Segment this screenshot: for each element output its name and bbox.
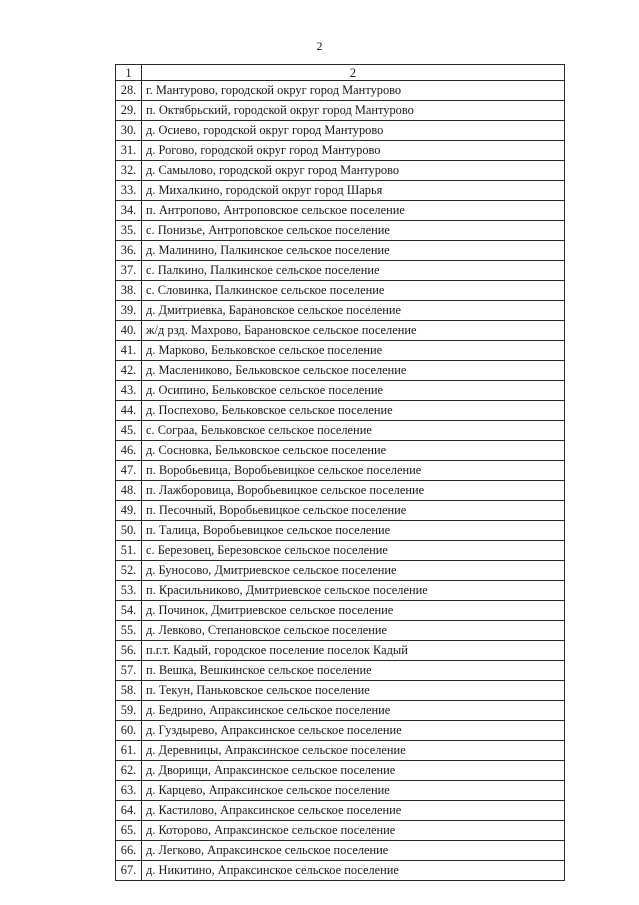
row-number: 37. xyxy=(116,261,142,281)
settlement-name: п. Октябрьский, городской округ город Мантурово xyxy=(142,101,565,121)
settlement-name: с. Сограа, Бельковское сельское поселение xyxy=(142,421,565,441)
row-number: 51. xyxy=(116,541,142,561)
row-number: 60. xyxy=(116,721,142,741)
row-number: 62. xyxy=(116,761,142,781)
settlement-name: д. Карцево, Апраксинское сельское поселение xyxy=(142,781,565,801)
table-row xyxy=(116,601,565,621)
row-number: 30. xyxy=(116,121,142,141)
table-row xyxy=(116,101,565,121)
table-row xyxy=(116,401,565,421)
row-number: 47. xyxy=(116,461,142,481)
settlement-name: п.г.т. Кадый, городское поселение поселок Кадый xyxy=(142,641,565,661)
row-number: 28. xyxy=(116,81,142,101)
table-row xyxy=(116,461,565,481)
settlement-name: с. Словинка, Палкинское сельское поселение xyxy=(142,281,565,301)
table-row xyxy=(116,221,565,241)
row-number: 35. xyxy=(116,221,142,241)
row-number: 66. xyxy=(116,841,142,861)
table-row xyxy=(116,281,565,301)
settlement-name: д. Которово, Апраксинское сельское поселение xyxy=(142,821,565,841)
settlement-name: д. Деревницы, Апраксинское сельское поселение xyxy=(142,741,565,761)
table-row xyxy=(116,261,565,281)
settlement-name: д. Дмитриевка, Барановское сельское поселение xyxy=(142,301,565,321)
table-row xyxy=(116,201,565,221)
row-number: 38. xyxy=(116,281,142,301)
table-row xyxy=(116,501,565,521)
table-row xyxy=(116,181,565,201)
row-number: 29. xyxy=(116,101,142,121)
table-row xyxy=(116,781,565,801)
settlement-name: п. Воробьевица, Воробьевицкое сельское поселение xyxy=(142,461,565,481)
table-row xyxy=(116,421,565,441)
row-number: 34. xyxy=(116,201,142,221)
settlement-name: п. Красильниково, Дмитриевское сельское поселение xyxy=(142,581,565,601)
table-row xyxy=(116,301,565,321)
settlement-name: д. Гуздырево, Апраксинское сельское поселение xyxy=(142,721,565,741)
row-number: 63. xyxy=(116,781,142,801)
settlement-name: д. Михалкино, городской округ город Шарья xyxy=(142,181,565,201)
settlement-name: п. Антропово, Антроповское сельское поселение xyxy=(142,201,565,221)
table-row xyxy=(116,341,565,361)
row-number: 41. xyxy=(116,341,142,361)
table-row xyxy=(116,821,565,841)
settlement-name: д. Починок, Дмитриевское сельское поселение xyxy=(142,601,565,621)
row-number: 54. xyxy=(116,601,142,621)
row-number: 52. xyxy=(116,561,142,581)
settlement-name: д. Сосновка, Бельковское сельское поселение xyxy=(142,441,565,461)
settlement-name: д. Буносово, Дмитриевское сельское поселение xyxy=(142,561,565,581)
settlement-name: д. Поспехово, Бельковское сельское поселение xyxy=(142,401,565,421)
column-header-2: 2 xyxy=(142,65,565,81)
column-header-1: 1 xyxy=(116,65,142,81)
settlement-name: д. Маслениково, Бельковское сельское поселение xyxy=(142,361,565,381)
settlement-name: п. Текун, Паньковское сельское поселение xyxy=(142,681,565,701)
row-number: 44. xyxy=(116,401,142,421)
settlement-name: д. Легково, Апраксинское сельское поселение xyxy=(142,841,565,861)
row-number: 43. xyxy=(116,381,142,401)
table-row xyxy=(116,441,565,461)
table-row xyxy=(116,761,565,781)
table-row xyxy=(116,521,565,541)
table-row xyxy=(116,361,565,381)
table-body xyxy=(116,65,565,881)
settlement-name: ж/д рзд. Махрово, Барановское сельское поселение xyxy=(142,321,565,341)
row-number: 65. xyxy=(116,821,142,841)
settlement-name: с. Понизье, Антроповское сельское поселение xyxy=(142,221,565,241)
row-number: 31. xyxy=(116,141,142,161)
row-number: 32. xyxy=(116,161,142,181)
settlement-name: г. Мантурово, городской округ город Мантурово xyxy=(142,81,565,101)
table-row xyxy=(116,721,565,741)
settlement-name: п. Талица, Воробьевицкое сельское поселение xyxy=(142,521,565,541)
page-number: 2 xyxy=(316,39,323,53)
settlement-name: д. Кастилово, Апраксинское сельское поселение xyxy=(142,801,565,821)
table-row xyxy=(116,321,565,341)
row-number: 56. xyxy=(116,641,142,661)
table-row xyxy=(116,561,565,581)
settlement-name: д. Самылово, городской округ город Мантурово xyxy=(142,161,565,181)
row-number: 57. xyxy=(116,661,142,681)
table-row xyxy=(116,141,565,161)
settlement-name: д. Рогово, городской округ город Мантурово xyxy=(142,141,565,161)
settlement-name: д. Никитино, Апраксинское сельское поселение xyxy=(142,861,565,881)
table-row xyxy=(116,161,565,181)
settlement-name: с. Палкино, Палкинское сельское поселение xyxy=(142,261,565,281)
settlement-name: д. Осипино, Бельковское сельское поселение xyxy=(142,381,565,401)
table-row xyxy=(116,621,565,641)
table-row xyxy=(116,641,565,661)
row-number: 67. xyxy=(116,861,142,881)
settlement-name: д. Осиево, городской округ город Мантурово xyxy=(142,121,565,141)
settlements-table xyxy=(115,64,565,881)
table-row xyxy=(116,741,565,761)
table-row xyxy=(116,241,565,261)
settlement-name: д. Дворищи, Апраксинское сельское поселение xyxy=(142,761,565,781)
table-row xyxy=(116,481,565,501)
table-row xyxy=(116,121,565,141)
settlement-name: д. Марково, Бельковское сельское поселение xyxy=(142,341,565,361)
row-number: 39. xyxy=(116,301,142,321)
settlement-name: п. Песочный, Воробьевицкое сельское поселение xyxy=(142,501,565,521)
row-number: 53. xyxy=(116,581,142,601)
settlement-name: п. Лажборовица, Воробьевицкое сельское поселение xyxy=(142,481,565,501)
table-row xyxy=(116,581,565,601)
settlement-name: д. Левково, Степановское сельское поселение xyxy=(142,621,565,641)
table-row xyxy=(116,661,565,681)
table-header-row xyxy=(116,65,565,81)
settlement-name: д. Бедрино, Апраксинское сельское поселение xyxy=(142,701,565,721)
table-row xyxy=(116,681,565,701)
row-number: 64. xyxy=(116,801,142,821)
row-number: 42. xyxy=(116,361,142,381)
table-row xyxy=(116,81,565,101)
row-number: 48. xyxy=(116,481,142,501)
table-row xyxy=(116,381,565,401)
row-number: 33. xyxy=(116,181,142,201)
row-number: 36. xyxy=(116,241,142,261)
settlement-name: с. Березовец, Березовское сельское поселение xyxy=(142,541,565,561)
row-number: 59. xyxy=(116,701,142,721)
row-number: 45. xyxy=(116,421,142,441)
settlement-name: д. Малинино, Палкинское сельское поселение xyxy=(142,241,565,261)
row-number: 61. xyxy=(116,741,142,761)
row-number: 40. xyxy=(116,321,142,341)
table-row xyxy=(116,841,565,861)
row-number: 55. xyxy=(116,621,142,641)
row-number: 58. xyxy=(116,681,142,701)
row-number: 46. xyxy=(116,441,142,461)
table-row xyxy=(116,541,565,561)
row-number: 50. xyxy=(116,521,142,541)
table-row xyxy=(116,861,565,881)
row-number: 49. xyxy=(116,501,142,521)
settlement-name: п. Вешка, Вешкинское сельское поселение xyxy=(142,661,565,681)
table-row xyxy=(116,701,565,721)
table-row xyxy=(116,801,565,821)
